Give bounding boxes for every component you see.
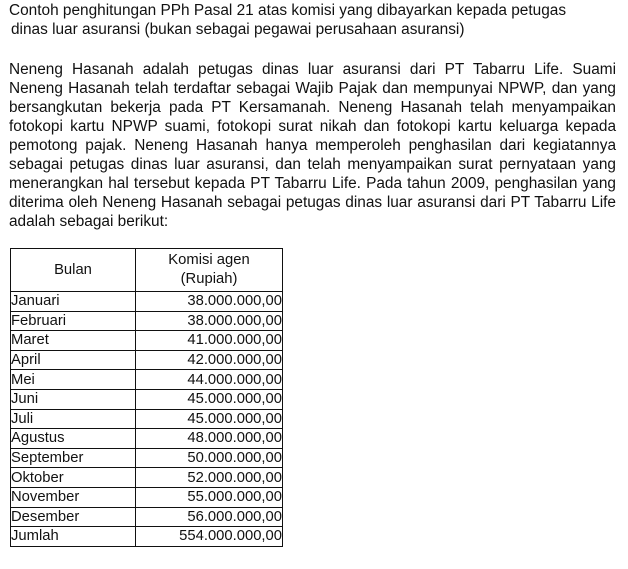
cell-bulan: Januari <box>11 292 136 312</box>
cell-bulan: Juni <box>11 389 136 409</box>
header-komisi-line-2: (Rupiah) <box>180 271 238 287</box>
cell-bulan: Maret <box>11 331 136 351</box>
cell-komisi: 50.000.000,00 <box>136 448 283 468</box>
case-description: Neneng Hasanah adalah petugas dinas luar asuransi dari PT Tabarru Life. Suami Neneng Hasanah telah terdaftar sebagai Wajib Pajak dan mempunyai NPWP, dan yang bersangkutan bekerja pada PT Kersamanah. Neneng Hasanah telah menyampaikan fotokopi kartu NPWP suami, fotokopi surat nikah dan fotokopi kartu keluarga kepada pemotong pajak. Neneng Hasanah hanya memperoleh penghasilan dari kegiatannya sebagai petugas dinas luar asuransi, dan telah menyampaikan surat pernyataan yang menerangkan hal tersebut kepada PT Tabarru Life. Pada tahun 2009, penghasilan yang diterima oleh Neneng Hasanah sebagai petugas dinas luar asuransi dari PT Tabarru Life adalah sebagai berikut: <box>9 61 616 230</box>
intro-line-2: dinas luar asuransi (bukan sebagai pegawai perusahaan asuransi) <box>11 21 465 38</box>
table-row <box>11 331 283 351</box>
example-intro <box>9 1 621 39</box>
cell-komisi: 55.000.000,00 <box>136 487 283 507</box>
table-row <box>11 350 283 370</box>
cell-komisi: 45.000.000,00 <box>136 389 283 409</box>
cell-bulan: September <box>11 448 136 468</box>
cell-bulan: April <box>11 350 136 370</box>
cell-komisi: 56.000.000,00 <box>136 507 283 527</box>
cell-komisi: 41.000.000,00 <box>136 331 283 351</box>
table-total-row <box>11 527 283 547</box>
table-row <box>11 448 283 468</box>
cell-komisi: 45.000.000,00 <box>136 409 283 429</box>
cell-bulan: Juli <box>11 409 136 429</box>
header-bulan: Bulan <box>11 249 136 292</box>
cell-komisi: 38.000.000,00 <box>136 311 283 331</box>
cell-komisi: 48.000.000,00 <box>136 429 283 449</box>
cell-bulan: Agustus <box>11 429 136 449</box>
table-row <box>11 507 283 527</box>
table-row <box>11 429 283 449</box>
table-row <box>11 292 283 312</box>
header-komisi <box>136 249 283 292</box>
total-label: Jumlah <box>11 527 136 547</box>
table-row <box>11 487 283 507</box>
cell-komisi: 52.000.000,00 <box>136 468 283 488</box>
cell-komisi: 42.000.000,00 <box>136 350 283 370</box>
cell-bulan: Mei <box>11 370 136 390</box>
table-header-row <box>11 249 283 292</box>
table-row <box>11 468 283 488</box>
cell-bulan: Desember <box>11 507 136 527</box>
cell-komisi: 38.000.000,00 <box>136 292 283 312</box>
table-row <box>11 311 283 331</box>
table-row <box>11 409 283 429</box>
cell-komisi: 44.000.000,00 <box>136 370 283 390</box>
cell-bulan: Oktober <box>11 468 136 488</box>
table-row <box>11 370 283 390</box>
total-value: 554.000.000,00 <box>136 527 283 547</box>
commission-table <box>10 248 283 547</box>
header-komisi-line-1: Komisi agen <box>168 252 250 268</box>
cell-bulan: November <box>11 487 136 507</box>
table-row <box>11 389 283 409</box>
cell-bulan: Februari <box>11 311 136 331</box>
intro-line-1: Contoh penghitungan PPh Pasal 21 atas komisi yang dibayarkan kepada petugas <box>9 2 567 19</box>
